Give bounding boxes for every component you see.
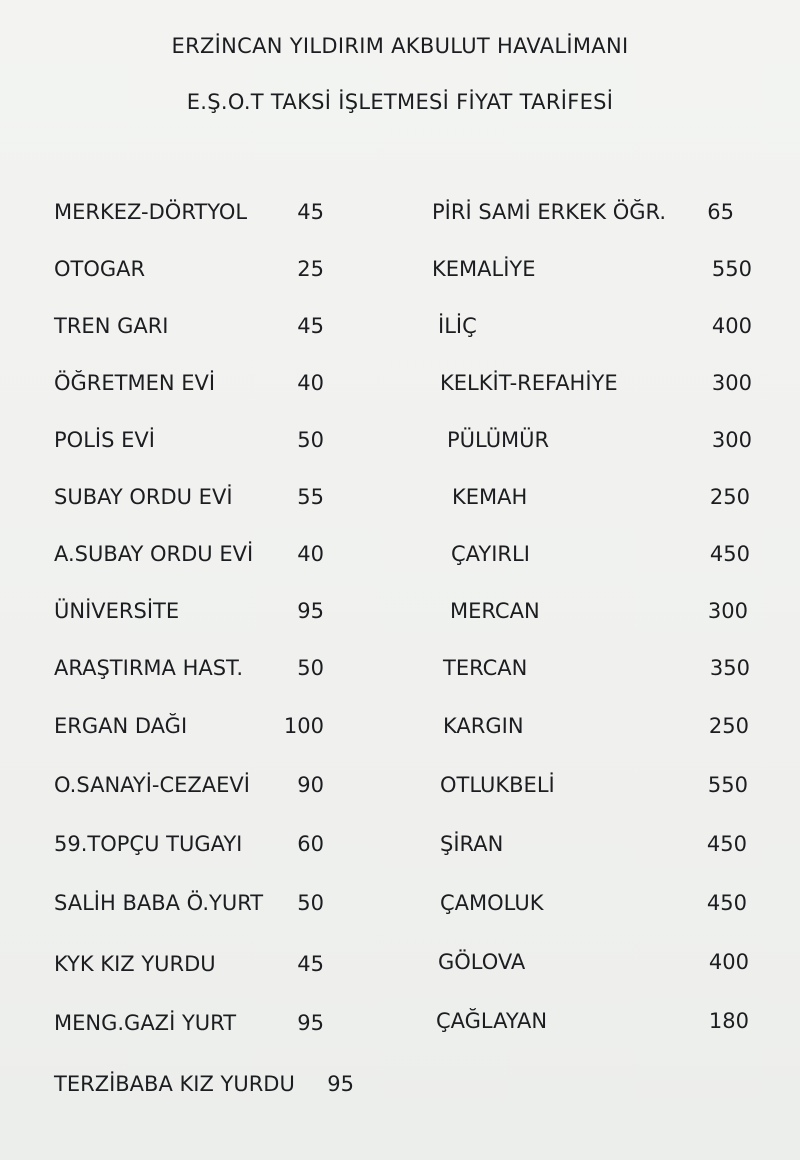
list-item <box>54 888 324 918</box>
destination-name: TREN GARI <box>54 314 169 338</box>
list-item <box>447 425 752 455</box>
destination-name: KYK KIZ YURDU <box>54 952 216 976</box>
destination-price: 50 <box>297 891 324 915</box>
destination-name: ARAŞTIRMA HAST. <box>54 656 244 680</box>
list-item <box>54 368 324 398</box>
list-item <box>54 653 324 683</box>
destination-price: 55 <box>297 485 324 509</box>
list-item <box>443 711 749 741</box>
list-item <box>450 596 748 626</box>
destination-price: 450 <box>709 542 750 566</box>
destination-name: SALİH BABA Ö.YURT <box>54 891 264 915</box>
destination-price: 25 <box>297 257 324 281</box>
destination-price: 100 <box>283 714 324 738</box>
list-item <box>451 539 750 569</box>
list-item <box>440 368 752 398</box>
list-item <box>432 197 734 227</box>
destination-name: MENG.GAZİ YURT <box>54 1011 237 1035</box>
destination-price: 400 <box>711 314 752 338</box>
destination-name: A.SUBAY ORDU EVİ <box>54 542 254 566</box>
destination-name: TERCAN <box>443 656 528 680</box>
destination-name: ÇAMOLUK <box>440 891 544 915</box>
destination-price: 300 <box>711 371 752 395</box>
destination-price: 450 <box>706 891 747 915</box>
destination-name: ÇAYIRLI <box>451 542 530 566</box>
destination-price: 550 <box>711 257 752 281</box>
list-item <box>54 1008 324 1038</box>
destination-price: 250 <box>708 714 749 738</box>
destination-name: KARGIN <box>443 714 524 738</box>
tariff-title: E.Ş.O.T TAKSİ İŞLETMESİ FİYAT TARİFESİ <box>186 90 614 114</box>
list-item <box>54 539 324 569</box>
destination-name: ERGAN DAĞI <box>54 714 188 738</box>
destination-price: 65 <box>707 200 734 224</box>
destination-price: 45 <box>297 200 324 224</box>
list-item <box>436 1006 749 1036</box>
destination-name: 59.TOPÇU TUGAYI <box>54 832 243 856</box>
destination-price: 95 <box>297 1011 324 1035</box>
destination-name: ŞİRAN <box>440 832 504 856</box>
list-item <box>440 829 747 859</box>
destination-name: KEMAH <box>452 485 528 509</box>
destination-name: TERZİBABA KIZ YURDU <box>54 1072 295 1096</box>
destination-name: ÇAĞLAYAN <box>436 1009 548 1033</box>
destination-name: ÜNİVERSİTE <box>54 599 180 623</box>
destination-price: 300 <box>711 428 752 452</box>
list-item <box>54 425 324 455</box>
list-item <box>54 254 324 284</box>
destination-name: OTOGAR <box>54 257 146 281</box>
destination-price: 95 <box>327 1072 354 1096</box>
list-item <box>54 711 324 741</box>
destination-price: 550 <box>707 773 748 797</box>
airport-title: ERZİNCAN YILDIRIM AKBULUT HAVALİMANI <box>171 34 629 58</box>
destination-name: İLİÇ <box>438 314 477 338</box>
list-item <box>438 947 749 977</box>
destination-price: 300 <box>707 599 748 623</box>
list-item <box>452 482 750 512</box>
destination-price: 40 <box>297 542 324 566</box>
destination-name: ÖĞRETMEN EVİ <box>54 371 216 395</box>
list-item <box>54 596 324 626</box>
destination-price: 50 <box>297 656 324 680</box>
destination-name: MERCAN <box>450 599 540 623</box>
destination-name: SUBAY ORDU EVİ <box>54 485 233 509</box>
list-item <box>432 254 752 284</box>
destination-price: 450 <box>706 832 747 856</box>
list-item <box>54 829 324 859</box>
destination-name: PİRİ SAMİ ERKEK ÖĞR. <box>432 200 667 224</box>
destination-name: OTLUKBELİ <box>440 773 555 797</box>
destination-name: POLİS EVİ <box>54 428 155 452</box>
destination-price: 250 <box>709 485 750 509</box>
destination-name: KEMALİYE <box>432 257 536 281</box>
list-item <box>54 1069 354 1099</box>
destination-price: 45 <box>297 314 324 338</box>
destination-name: PÜLÜMÜR <box>447 428 550 452</box>
destination-price: 50 <box>297 428 324 452</box>
destination-name: O.SANAYİ-CEZAEVİ <box>54 773 250 797</box>
list-item <box>54 949 324 979</box>
list-item <box>438 311 752 341</box>
list-item <box>54 197 324 227</box>
destination-price: 180 <box>708 1009 749 1033</box>
list-item <box>54 311 324 341</box>
destination-price: 350 <box>709 656 750 680</box>
list-item <box>440 888 747 918</box>
list-item <box>443 653 750 683</box>
destination-price: 40 <box>297 371 324 395</box>
list-item <box>54 482 324 512</box>
destination-price: 95 <box>297 599 324 623</box>
destination-price: 60 <box>297 832 324 856</box>
destination-name: MERKEZ-DÖRTYOL <box>54 200 248 224</box>
destination-name: GÖLOVA <box>438 950 526 974</box>
list-item <box>54 770 324 800</box>
destination-price: 400 <box>708 950 749 974</box>
list-item <box>440 770 748 800</box>
destination-price: 45 <box>297 952 324 976</box>
destination-name: KELKİT-REFAHİYE <box>440 371 618 395</box>
destination-price: 90 <box>297 773 324 797</box>
